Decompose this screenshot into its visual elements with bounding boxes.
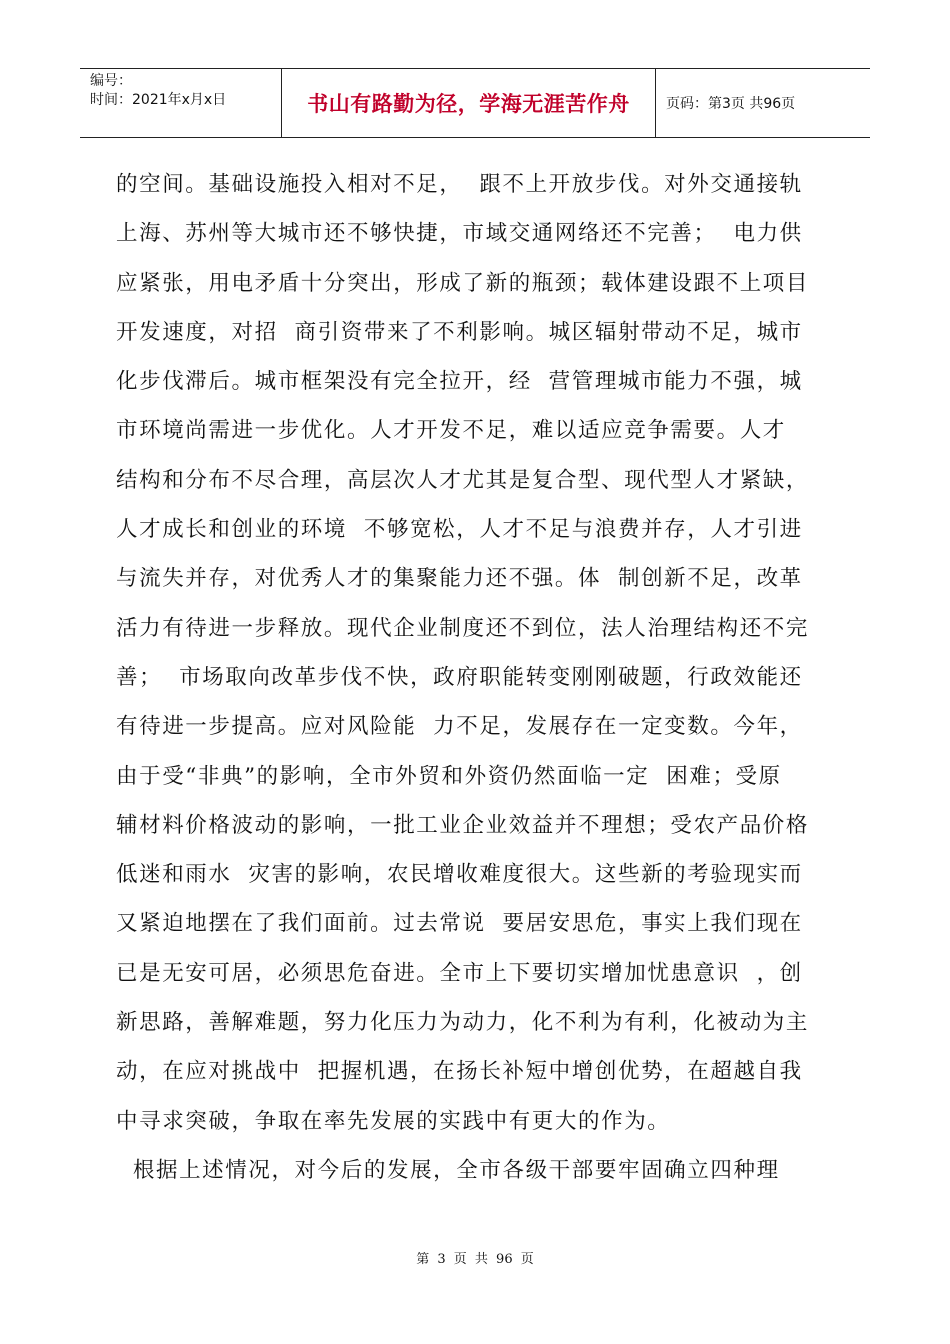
document-number-label: 编号：: [90, 73, 132, 89]
header-page-info: 页码：第3页 共96页: [666, 96, 796, 112]
body-line: 已是无安可居，必须思危奋进。全市上下要切实增加忧患意识 ，创: [116, 960, 803, 986]
body-line: 与流失并存，对优秀人才的集聚能力还不强。体 制创新不足，改革: [116, 566, 803, 592]
page-header: [80, 68, 870, 138]
body-line: 辅材料价格波动的影响，一批工业企业效益并不理想；受农产品价格: [116, 812, 810, 838]
body-line: 动，在应对挑战中 把握机遇，在扬长补短中增创优势，在超越自我: [116, 1059, 803, 1085]
body-line: 市环境尚需进一步优化。人才开发不足，难以适应竞争需要。人才: [116, 418, 786, 444]
body-line: 又紧迫地摆在了我们面前。过去常说 要居安思危，事实上我们现在: [116, 911, 803, 937]
body-line: 由于受“非典”的影响，全市外贸和外资仍然面临一定 困难；受原: [116, 763, 782, 789]
body-line: 善； 市场取向改革步伐不快，政府职能转变刚刚破题，行政效能还: [116, 664, 803, 690]
body-line: 中寻求突破，争取在率先发展的实践中有更大的作为。: [116, 1108, 671, 1134]
body-line: 人才成长和创业的环境 不够宽松，人才不足与浪费并存，人才引进: [116, 517, 803, 543]
body-line: 上海、苏州等大城市还不够快捷，市域交通网络还不完善； 电力供: [116, 221, 803, 247]
body-line: 化步伐滞后。城市框架没有完全拉开，经 营管理城市能力不强，城: [116, 369, 803, 395]
body-line: 的空间。基础设施投入相对不足， 跟不上开放步伐。对外交通接轨: [116, 172, 803, 197]
document-time-label: 时间：2021年x月x日: [90, 92, 227, 108]
body-line: 活力有待进一步释放。现代企业制度还不到位，法人治理结构还不完: [116, 615, 810, 641]
body-line: 新思路，善解难题，努力化压力为动力，化不利为有利，化被动为主: [116, 1010, 810, 1036]
document-body: [116, 160, 838, 1195]
header-meta: [80, 69, 282, 137]
body-line: 根据上述情况，对今后的发展，全市各级干部要牢固确立四种理: [116, 1157, 780, 1183]
body-line: 开发速度，对招 商引资带来了不利影响。城区辐射带动不足，城市: [116, 319, 803, 345]
body-line: 有待进一步提高。应对风险能 力不足，发展存在一定变数。今年，: [116, 714, 803, 740]
body-line: 低迷和雨水 灾害的影响，农民增收难度很大。这些新的考验现实而: [116, 862, 803, 888]
body-line: 结构和分布不尽合理，高层次人才尤其是复合型、现代型人才紧缺，: [116, 467, 810, 493]
body-line: 应紧张，用电矛盾十分突出，形成了新的瓶颈；载体建设跟不上项目: [116, 270, 810, 296]
page-footer: 第 3 页 共 96 页: [416, 1252, 534, 1267]
header-motto: 书山有路勤为径，学海无涯苦作舟: [282, 69, 656, 137]
